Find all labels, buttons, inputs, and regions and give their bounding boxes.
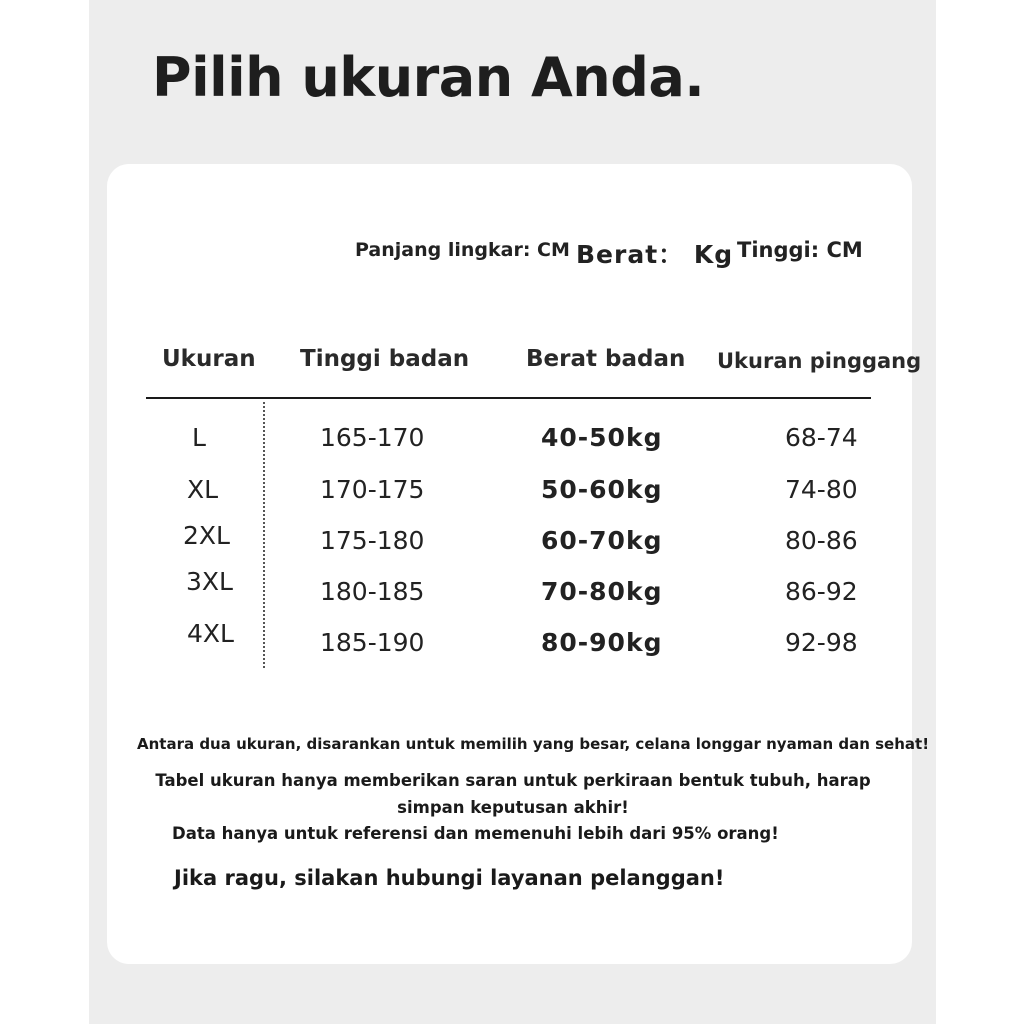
table-cell-waist: 86-92: [785, 577, 858, 606]
size-chart-card: [107, 164, 912, 964]
table-cell-weight: 80-90kg: [541, 628, 663, 657]
table-cell-weight: 50-60kg: [541, 475, 663, 504]
table-cell-height: 180-185: [320, 577, 425, 606]
column-header-size: Ukuran: [162, 346, 256, 372]
note-contact-service: Jika ragu, silakan hubungi layanan pelanggan!: [174, 866, 725, 890]
column-header-weight: Berat badan: [526, 346, 686, 372]
unit-weight: Berat： Kg: [576, 240, 734, 269]
header-divider: [146, 397, 871, 399]
table-cell-height: 165-170: [320, 423, 425, 452]
unit-height: Tinggi: CM: [737, 238, 863, 262]
table-cell-waist: 74-80: [785, 475, 858, 504]
table-cell-height: 175-180: [320, 526, 425, 555]
table-cell-weight: 60-70kg: [541, 526, 663, 555]
column-header-waist: Ukuran pinggang: [717, 349, 922, 373]
table-cell-size: 2XL: [183, 521, 230, 550]
note-size-guidance: Tabel ukuran hanya memberikan saran untuk perkiraan bentuk tubuh, harap simpan keputusan akhir!: [155, 771, 871, 817]
table-cell-size: L: [192, 423, 206, 452]
table-cell-size: 4XL: [187, 619, 234, 648]
table-cell-size: XL: [187, 475, 219, 504]
table-cell-weight: 40-50kg: [541, 423, 663, 452]
table-cell-waist: 92-98: [785, 628, 858, 657]
page-title: Pilih ukuran Anda.: [152, 46, 705, 109]
table-cell-weight: 70-80kg: [541, 577, 663, 606]
note-choose-larger: Antara dua ukuran, disarankan untuk memilih yang besar, celana longgar nyaman dan sehat!: [137, 735, 930, 753]
table-cell-height: 185-190: [320, 628, 425, 657]
column-header-height: Tinggi badan: [300, 346, 470, 372]
table-cell-waist: 68-74: [785, 423, 858, 452]
table-cell-size: 3XL: [186, 567, 233, 596]
unit-circumference: Panjang lingkar: CM: [355, 239, 570, 261]
table-cell-waist: 80-86: [785, 526, 858, 555]
column-divider: [263, 402, 265, 668]
note-reference-data: Data hanya untuk referensi dan memenuhi lebih dari 95% orang!: [172, 824, 779, 843]
table-cell-height: 170-175: [320, 475, 425, 504]
